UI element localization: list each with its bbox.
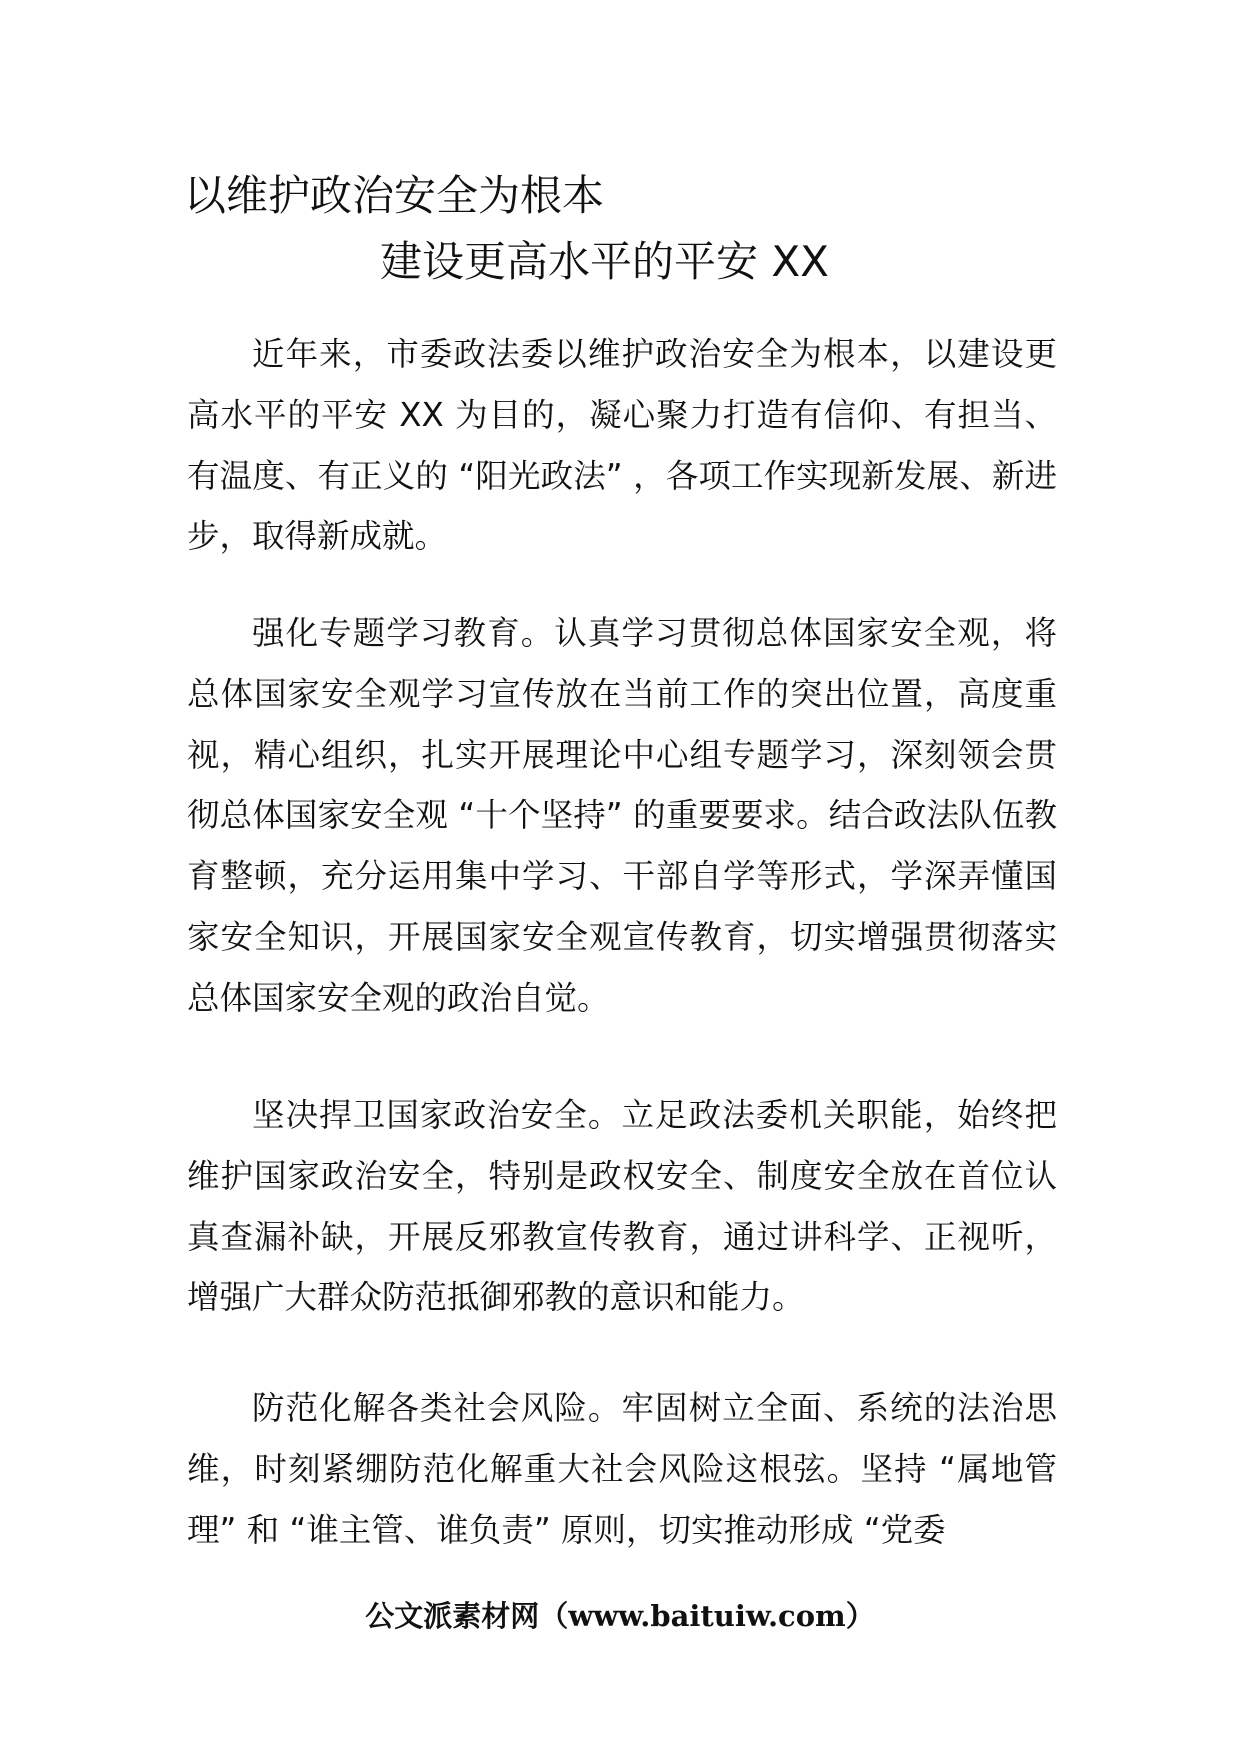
page-footer-source: 公文派素材网（www.baituiw.com） — [365, 1599, 875, 1633]
document-title-line-2: 建设更高水平的平安 XX — [380, 237, 829, 286]
body-paragraph-study-education: 强化专题学习教育。认真学习贯彻总体国家安全观，将总体国家安全观学习宣传放在当前工作的突出位置，高度重视，精心组织，扎实开展理论中心组专题学习，深刻领会贯彻总体国家安全观 “十个坚持” 的重要要求。结合政法队伍教育整顿，充分运用集中学习、干部自学等形式，学深弄懂国家安全知识，开展国家安全观宣传教育，切实增强贯彻落实总体国家安全观的政治自觉。 — [187, 614, 1057, 1017]
body-paragraph-intro: 近年来，市委政法委以维护政治安全为根本，以建设更高水平的平安 XX 为目的，凝心聚力打造有信仰、有担当、有温度、有正义的 “阳光政法” ，各项工作实现新发展、新进步，取得新成就。 — [187, 335, 1057, 556]
body-paragraph-political-security: 坚决捍卫国家政治安全。立足政法委机关职能，始终把维护国家政治安全，特别是政权安全、制度安全放在首位认真查漏补缺，开展反邪教宣传教育，通过讲科学、正视听，增强广大群众防范抵御邪教的意识和能力。 — [187, 1096, 1057, 1317]
body-paragraph-social-risk: 防范化解各类社会风险。牢固树立全面、系统的法治思维，时刻紧绷防范化解重大社会风险这根弦。坚持 “属地管理” 和 “谁主管、谁负责” 原则，切实推动形成 “党委 — [187, 1389, 1057, 1549]
document-title-line-1: 以维护政治安全为根本 — [184, 171, 605, 220]
